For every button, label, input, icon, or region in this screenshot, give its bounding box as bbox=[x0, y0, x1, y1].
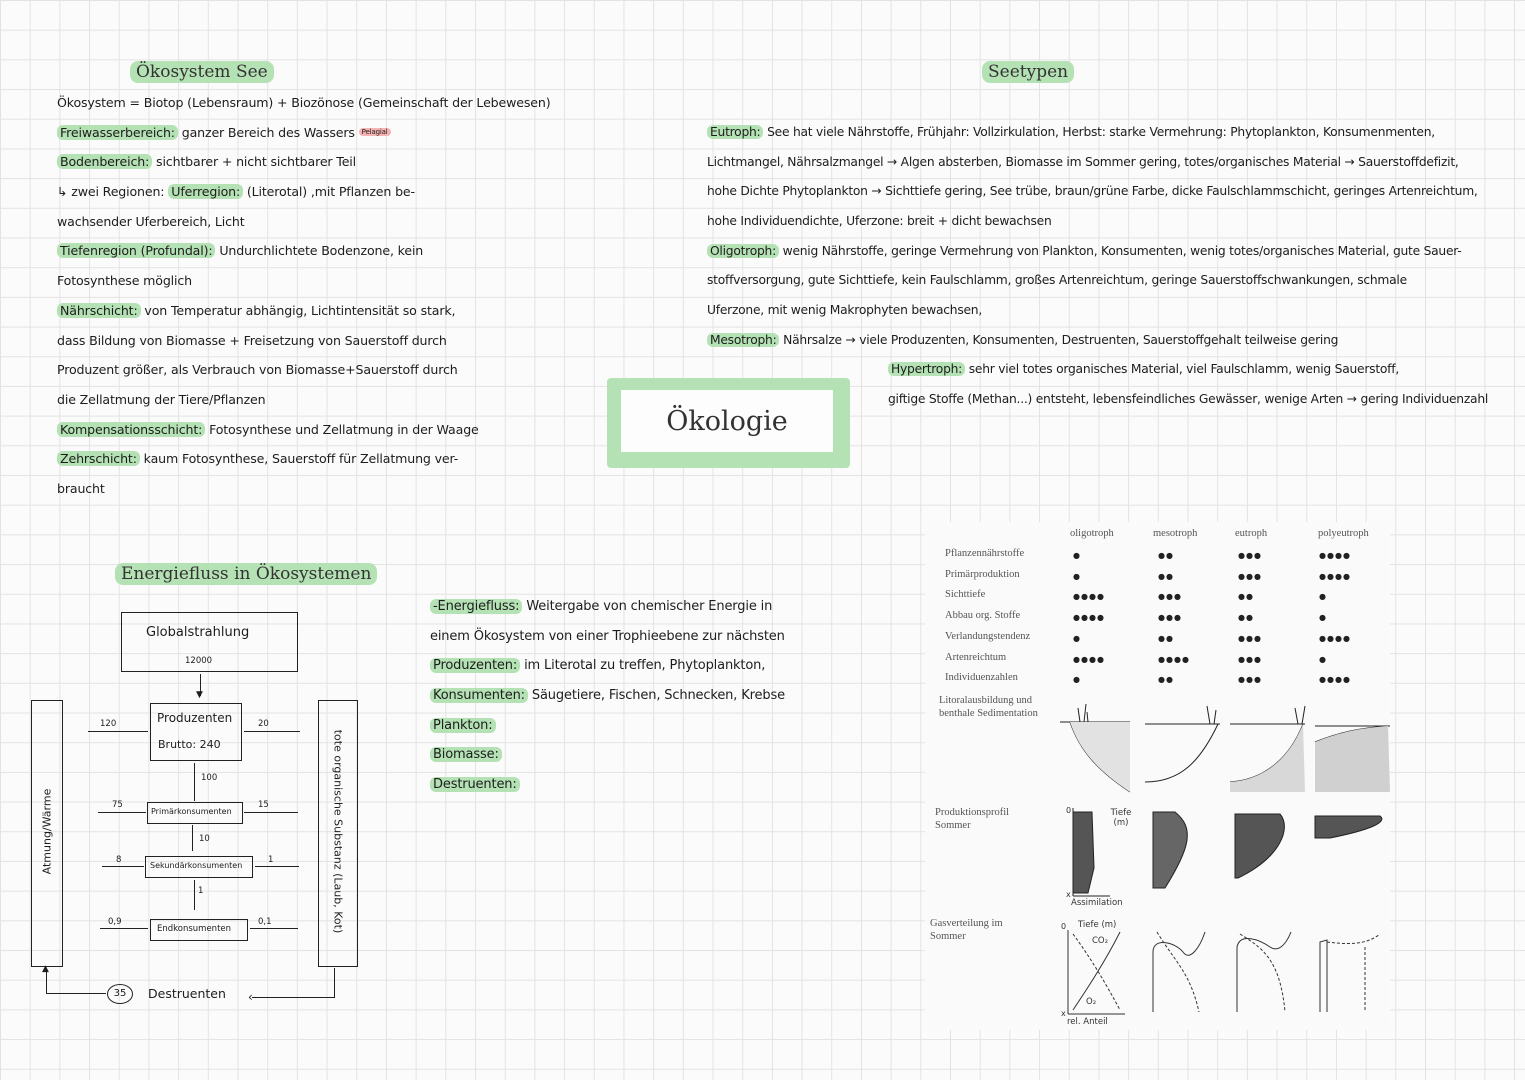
fig-assimilation: Assimilation bbox=[1071, 898, 1123, 908]
produzenten-label: Produzenten bbox=[157, 711, 233, 725]
fig-dots: ● bbox=[1319, 592, 1327, 602]
fig-dots: ●●● bbox=[1238, 675, 1262, 685]
fig-dots: ●●●● bbox=[1158, 654, 1190, 664]
fig-litoral-label: Litoralausbildung und benthale Sedimentation bbox=[939, 695, 1038, 719]
litoral-profiles bbox=[1060, 702, 1390, 797]
fig-dots: ●●●● bbox=[1319, 675, 1351, 685]
primaer-box bbox=[147, 802, 243, 824]
flow-value: 1 bbox=[198, 886, 204, 896]
globalstrahlung-label: Globalstrahlung bbox=[146, 625, 250, 640]
flow-value: 0,1 bbox=[258, 917, 272, 927]
fig-x: x bbox=[1061, 1009, 1066, 1018]
term-ufer: Uferregion: bbox=[168, 184, 243, 199]
fig-col-header: polyeutroph bbox=[1318, 528, 1369, 539]
note-line: Ökosystem = Biotop (Lebensraum) + Biozönose (Gemeinschaft der Lebewesen) bbox=[57, 95, 551, 110]
fig-row-label: Sichttiefe bbox=[945, 589, 986, 601]
flow-value: 75 bbox=[112, 800, 123, 810]
fig-dots: ●●● bbox=[1238, 654, 1262, 664]
fig-dots: ● bbox=[1073, 571, 1081, 581]
fig-dots: ●● bbox=[1158, 551, 1174, 560]
fig-dots: ●● bbox=[1158, 675, 1174, 685]
arrow-left bbox=[102, 866, 144, 867]
term-hypertroph: Hypertroph: bbox=[888, 362, 965, 376]
flow-value: 120 bbox=[100, 719, 117, 729]
arrow-right bbox=[244, 812, 298, 813]
energie-notes bbox=[430, 592, 785, 800]
note-line: Fotosynthese und Zellatmung in der Waage bbox=[209, 421, 479, 437]
arrow-right bbox=[244, 731, 300, 732]
note-line: wachsender Uferbereich, Licht bbox=[57, 213, 245, 229]
oekosystem-title: Ökosystem See bbox=[130, 62, 274, 82]
fig-zero: 0 bbox=[1066, 806, 1072, 815]
term-eutroph: Eutroph: bbox=[707, 125, 763, 139]
atmung-label: Atmung/Wärme bbox=[40, 788, 54, 875]
fig-tiefe: Tiefe (m) bbox=[1110, 808, 1132, 828]
term-freiwasser: Freiwasserbereich: bbox=[57, 125, 178, 140]
note-line: kaum Fotosynthese, Sauerstoff für Zellatmung ver- bbox=[143, 451, 459, 467]
fig-zero: 0 bbox=[1061, 922, 1067, 931]
term-oligotroph: Oligotroph: bbox=[707, 244, 779, 258]
gas-profiles bbox=[1065, 922, 1390, 1022]
flow-value: 0,9 bbox=[108, 917, 122, 927]
fig-row-label: Primärproduktion bbox=[945, 568, 1020, 580]
fig-dots: ●●● bbox=[1238, 633, 1262, 643]
fig-row-label: Verlandungstendenz bbox=[945, 630, 1031, 642]
fig-tiefe2: Tiefe (m) bbox=[1078, 920, 1117, 930]
fig-dots: ●● bbox=[1238, 592, 1254, 602]
fig-dots: ●●●● bbox=[1073, 592, 1105, 602]
fig-dots: ● bbox=[1073, 633, 1081, 643]
note-line: die Zellatmung der Tiere/Pflanzen bbox=[57, 391, 266, 407]
term-produzenten: Produzenten: bbox=[430, 658, 520, 673]
note-line: dass Bildung von Biomasse + Freisetzung von Sauerstoff durch bbox=[57, 332, 447, 348]
fig-dots: ●●●● bbox=[1319, 571, 1351, 581]
flow-value: 8 bbox=[116, 855, 122, 865]
fig-dots: ●●●● bbox=[1319, 551, 1351, 560]
seetypen-notes bbox=[707, 118, 1478, 356]
term-plankton: Plankton: bbox=[430, 718, 496, 733]
produktion-profiles bbox=[1070, 808, 1390, 900]
produzenten-box bbox=[150, 703, 242, 761]
tote-substanz-label: tote organische Substanz (Laub, Kot) bbox=[331, 729, 345, 934]
fig-dots: ●●● bbox=[1158, 592, 1182, 602]
fig-o2: O₂ bbox=[1086, 997, 1097, 1007]
fig-produktion-label: Produktionsprofil Sommer bbox=[935, 807, 1010, 831]
note-line: wenig Nährstoffe, geringe Vermehrung von Plankton, Konsumenten, wenig totes/organisches Material, gute Sauer- bbox=[782, 243, 1462, 258]
sekundaer-label: Sekundärkonsumenten bbox=[150, 861, 243, 870]
note-line: einem Ökosystem von einer Trophieebene zur nächsten bbox=[430, 628, 785, 644]
term-komp: Kompensationsschicht: bbox=[57, 422, 205, 437]
global-value: 12000 bbox=[185, 656, 213, 666]
energiefluss-title: Energiefluss in Ökosystemen bbox=[115, 564, 377, 584]
end-box bbox=[150, 919, 248, 941]
arrow-right bbox=[250, 928, 298, 929]
arrow-left bbox=[100, 928, 148, 929]
fig-gas-label: Gasverteilung im Sommer bbox=[930, 918, 1003, 942]
loop-line bbox=[46, 993, 106, 994]
note-line: braucht bbox=[57, 480, 105, 496]
arrow-down bbox=[194, 763, 195, 801]
arrow-left-icon: ‹ bbox=[248, 990, 253, 1004]
end-label: Endkonsumenten bbox=[157, 924, 232, 934]
note-line: sehr viel totes organisches Material, viel Faulschlamm, wenig Sauerstoff, bbox=[968, 362, 1399, 376]
fig-col-header: oligotroph bbox=[1070, 528, 1114, 539]
fig-row-label: Artenreichtum bbox=[945, 651, 1007, 663]
fig-x: x bbox=[1066, 890, 1071, 899]
fig-dots: ● bbox=[1073, 551, 1081, 560]
center-title-frame bbox=[607, 378, 850, 468]
note-line: giftige Stoffe (Methan...) entsteht, lebensfeindliches Gewässer, wenige Arten → gering Individuenzahl bbox=[888, 391, 1489, 406]
arrow-left bbox=[88, 731, 148, 732]
fig-dots: ●●● bbox=[1238, 571, 1262, 581]
note-line: stoffversorgung, gute Sichttiefe, kein Faulschlamm, großes Artenreichtum, geringe Sauerstoffschwankungen, schmale bbox=[707, 273, 1407, 288]
sekundaer-box bbox=[145, 856, 253, 878]
arrow-up-icon: ▲ bbox=[42, 964, 49, 974]
globalstrahlung-box bbox=[121, 612, 298, 672]
note-line: Uferzone, mit wenig Makrophyten bewachsen, bbox=[707, 303, 983, 318]
primaer-label: Primärkonsumenten bbox=[151, 807, 232, 816]
fig-col-header: eutroph bbox=[1235, 528, 1268, 539]
flow-value: 15 bbox=[258, 800, 269, 810]
note-line: hohe Dichte Phytoplankton → Sichttiefe gering, See trübe, braun/grüne Farbe, dicke Faulschlammschicht, geringes Artenreichtum, bbox=[707, 184, 1478, 199]
fig-col-header: mesotroph bbox=[1153, 528, 1198, 539]
note-line: Säugetiere, Fischen, Schnecken, Krebse bbox=[531, 688, 785, 704]
hypertroph-notes bbox=[888, 355, 1488, 414]
note-line: (Literotal) ,mit Pflanzen be- bbox=[246, 184, 415, 200]
brutto-label: Brutto: 240 bbox=[158, 738, 221, 751]
term-boden: Bodenbereich: bbox=[57, 154, 152, 169]
seetypen-figure bbox=[925, 522, 1390, 1030]
pelagial-badge: Pelagial bbox=[359, 128, 391, 136]
destruenten-value: 35 bbox=[107, 984, 133, 1004]
fig-dots: ●● bbox=[1238, 613, 1254, 623]
note-line: im Literotal zu treffen, Phytoplankton, bbox=[524, 658, 766, 674]
seetypen-title: Seetypen bbox=[982, 62, 1074, 82]
arrow-down bbox=[192, 825, 193, 851]
arrow-right bbox=[255, 866, 299, 867]
fig-dots: ●●● bbox=[1238, 551, 1262, 560]
note-line: von Temperatur abhängig, Lichtintensität so stark, bbox=[144, 302, 456, 318]
note-line: ↳ zwei Regionen: bbox=[57, 184, 165, 200]
fig-dots: ●●●● bbox=[1319, 633, 1351, 643]
note-line: Weitergabe von chemischer Energie in bbox=[526, 599, 773, 614]
fig-dots: ●●●● bbox=[1073, 613, 1105, 623]
fig-dots: ● bbox=[1319, 613, 1327, 623]
arrow-head-icon: ▼ bbox=[196, 690, 203, 700]
term-naehr: Nährschicht: bbox=[57, 303, 141, 318]
destruenten-label: Destruenten bbox=[148, 986, 226, 1001]
fig-dots: ● bbox=[1319, 654, 1327, 664]
note-line: Lichtmangel, Nährsalzmangel → Algen absterben, Biomasse im Sommer gering, totes/organisches Material → Sauerstoffdefizit, bbox=[707, 154, 1459, 169]
fig-dots: ●●●● bbox=[1073, 654, 1105, 664]
fig-dots: ●● bbox=[1158, 571, 1174, 581]
flow-value: 1 bbox=[268, 855, 274, 865]
loop-line bbox=[334, 968, 335, 998]
note-line: Undurchlichtete Bodenzone, kein bbox=[219, 243, 424, 259]
flow-value: 20 bbox=[258, 719, 269, 729]
fig-co2: CO₂ bbox=[1092, 936, 1109, 946]
fig-dots: ●● bbox=[1158, 633, 1174, 643]
term-mesotroph: Mesotroph: bbox=[707, 333, 779, 347]
flow-value: 10 bbox=[199, 834, 210, 844]
note-line: Produzent größer, als Verbrauch von Biomasse+Sauerstoff durch bbox=[57, 362, 458, 378]
arrow-down bbox=[194, 880, 195, 910]
fig-row-label: Abbau org. Stoffe bbox=[945, 610, 1021, 622]
note-line: See hat viele Nährstoffe, Frühjahr: Vollzirkulation, Herbst: starke Vermehrung: Phytoplankton, Konsumenmenten, bbox=[767, 125, 1435, 139]
atmung-box bbox=[31, 700, 63, 967]
term-zehr: Zehrschicht: bbox=[57, 451, 140, 466]
center-title: Ökologie bbox=[621, 390, 833, 452]
oekosystem-notes bbox=[57, 88, 550, 504]
term-tiefen: Tiefenregion (Profundal): bbox=[57, 243, 215, 258]
note-line: Nährsalze → viele Produzenten, Konsumenten, Destruenten, Sauerstoffgehalt teilweise gering bbox=[783, 332, 1339, 347]
flow-value: 100 bbox=[201, 773, 218, 783]
note-line: Fotosynthese möglich bbox=[57, 273, 192, 289]
tote-substanz-box bbox=[318, 700, 358, 967]
fig-rel-anteil: rel. Anteil bbox=[1067, 1017, 1108, 1027]
loop-line bbox=[252, 997, 334, 998]
fig-row-label: Pflanzennährstoffe bbox=[945, 548, 1025, 559]
term-konsumenten: Konsumenten: bbox=[430, 688, 528, 703]
note-line: sichtbarer + nicht sichtbarer Teil bbox=[156, 154, 357, 170]
note-line: hohe Individuendichte, Uferzone: breit + dicht bewachsen bbox=[707, 214, 1052, 229]
fig-row-label: Individuenzahlen bbox=[945, 672, 1018, 684]
term-destruenten: Destruenten: bbox=[430, 777, 520, 792]
note-line: ganzer Bereich des Wassers bbox=[181, 124, 355, 140]
term-energiefluss: -Energiefluss: bbox=[430, 599, 522, 614]
fig-dots: ● bbox=[1073, 675, 1081, 685]
arrow-left bbox=[98, 812, 146, 813]
fig-dots: ●●● bbox=[1158, 613, 1182, 623]
term-biomasse: Biomasse: bbox=[430, 747, 502, 762]
